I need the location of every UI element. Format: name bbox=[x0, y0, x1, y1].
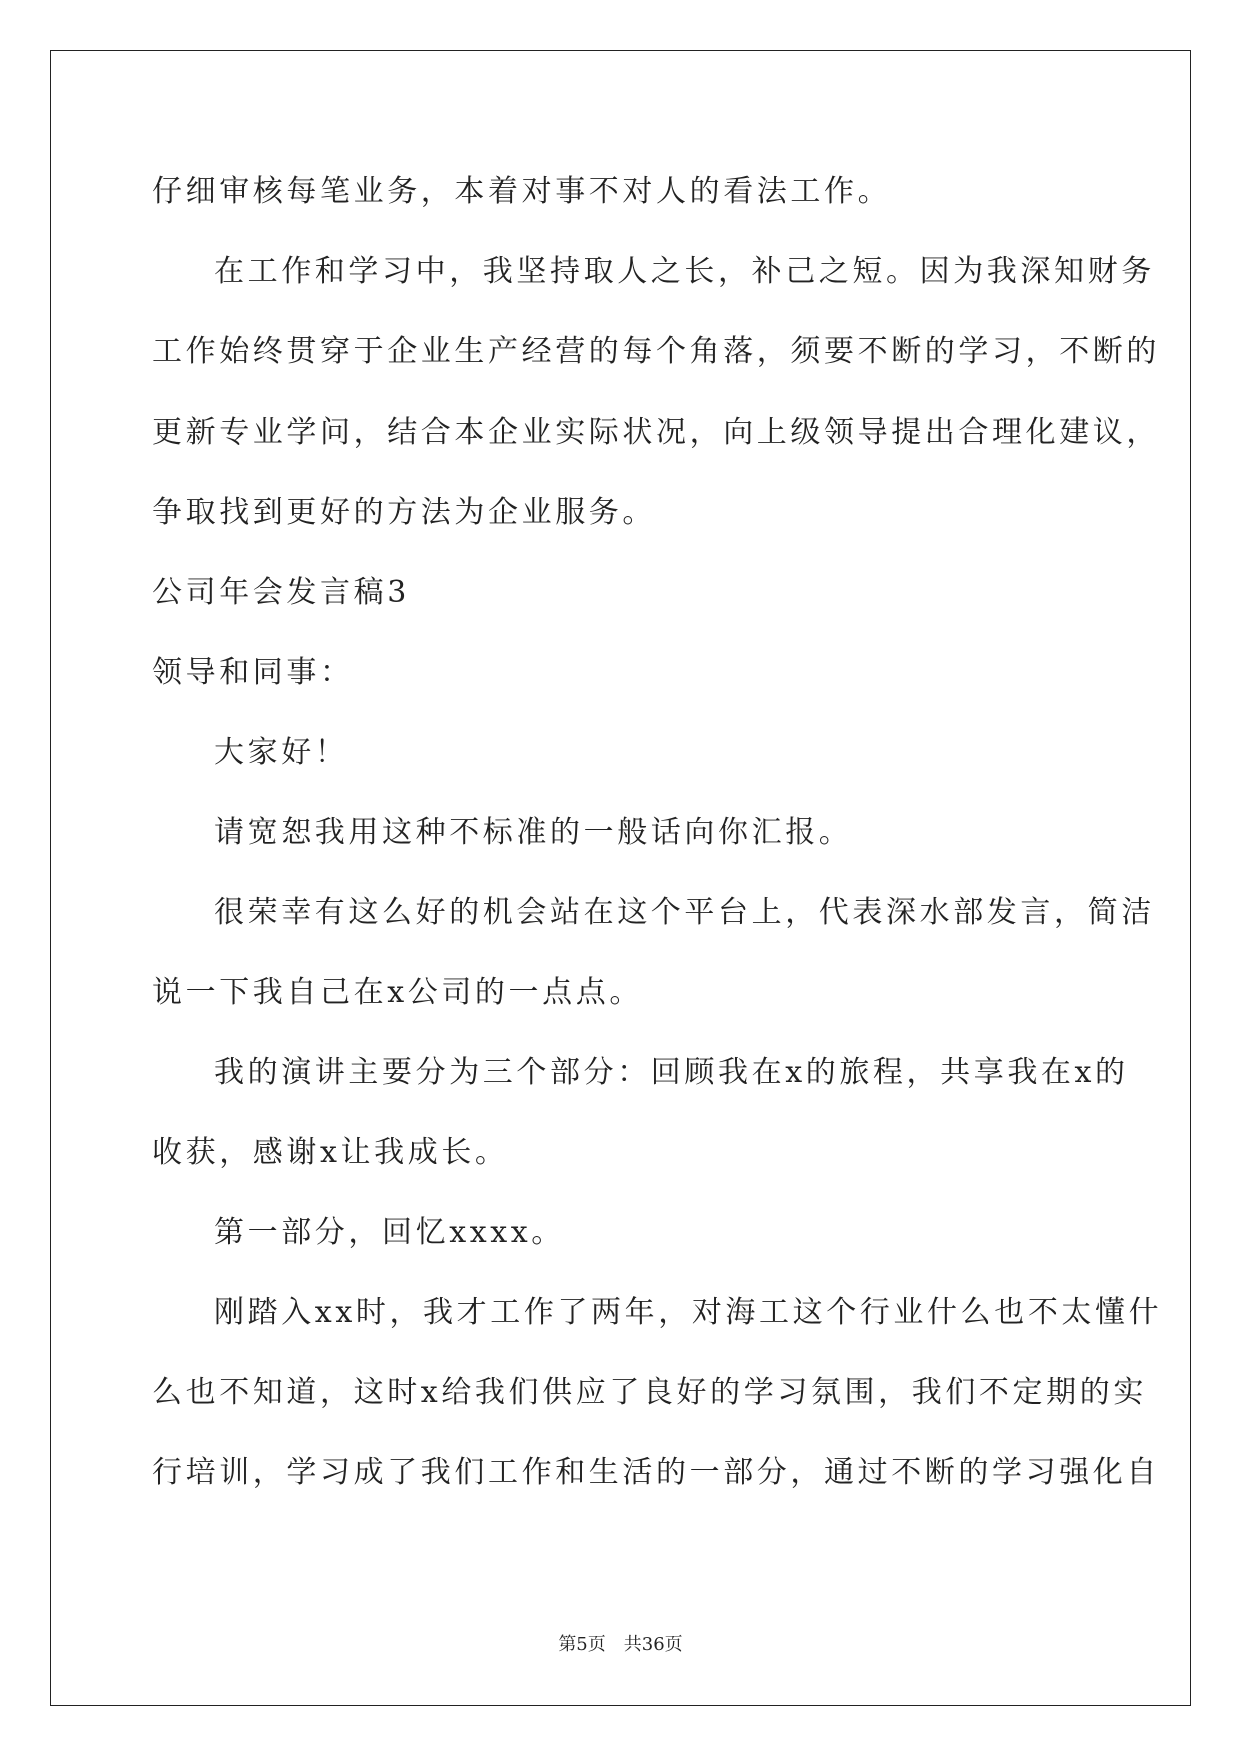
paragraph-line: 我的演讲主要分为三个部分：回顾我在x的旅程，共享我在x的 bbox=[214, 1055, 1129, 1090]
paragraph-line: 第一部分，回忆xxxx。 bbox=[214, 1215, 565, 1250]
paragraph-line: 很荣幸有这么好的机会站在这个平台上，代表深水部发言，简洁 bbox=[214, 895, 1155, 930]
paragraph-line: 争取找到更好的方法为企业服务。 bbox=[152, 495, 656, 530]
page-number: 第5页 bbox=[558, 1634, 606, 1655]
paragraph-line: 更新专业学问，结合本企业实际状况，向上级领导提出合理化建议， bbox=[152, 415, 1160, 450]
paragraph-line: 在工作和学习中，我坚持取人之长，补己之短。因为我深知财务 bbox=[214, 254, 1155, 289]
salutation: 领导和同事： bbox=[152, 655, 354, 690]
paragraph-line: 说一下我自己在x公司的一点点。 bbox=[152, 975, 643, 1010]
page-total: 共36页 bbox=[623, 1634, 683, 1655]
paragraph-line: 行培训，学习成了我们工作和生活的一部分，通过不断的学习强化自 bbox=[152, 1455, 1160, 1490]
paragraph-line: 刚踏入xx时，我才工作了两年，对海工这个行业什么也不太懂什 bbox=[214, 1295, 1163, 1330]
paragraph-line: 仔细审核每笔业务，本着对事不对人的看法工作。 bbox=[152, 174, 892, 209]
greeting: 大家好！ bbox=[214, 735, 349, 770]
section-title: 公司年会发言稿3 bbox=[152, 575, 410, 610]
paragraph-line: 请宽恕我用这种不标准的一般话向你汇报。 bbox=[214, 815, 853, 850]
paragraph-line: 收获，感谢x让我成长。 bbox=[152, 1135, 509, 1170]
page-footer bbox=[0, 1630, 1241, 1656]
paragraph-line: 么也不知道，这时x给我们供应了良好的学习氛围，我们不定期的实 bbox=[152, 1375, 1147, 1410]
paragraph-line: 工作始终贯穿于企业生产经营的每个角落，须要不断的学习，不断的 bbox=[152, 334, 1160, 369]
